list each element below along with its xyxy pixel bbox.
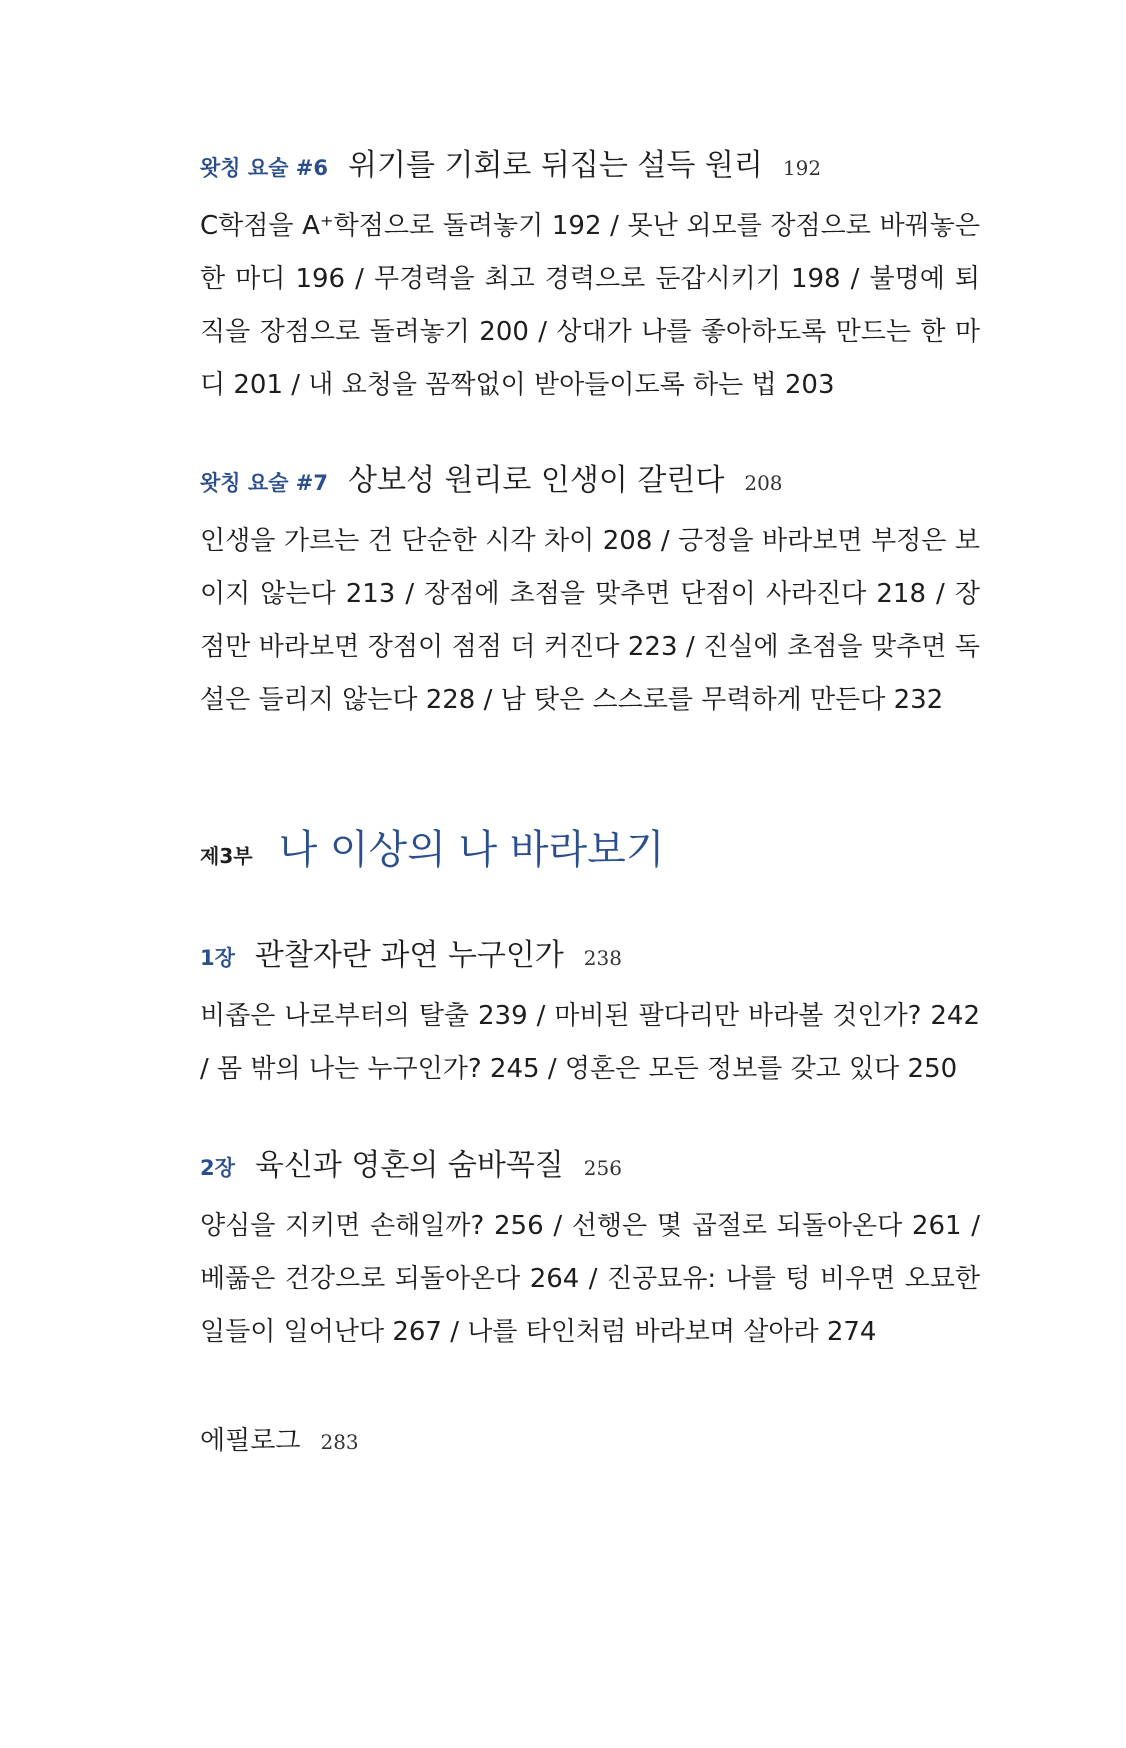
chapter-title: 육신과 영혼의 숨바꼭질: [254, 1148, 564, 1183]
toc-section-7: [200, 455, 980, 727]
toc-section-6: [200, 140, 980, 412]
section-heading: [200, 140, 980, 190]
toc-chapter-2: [200, 1140, 980, 1359]
part-label: 제3부: [200, 844, 253, 868]
part-heading: [200, 818, 664, 878]
chapter-page-number: 256: [583, 1156, 622, 1180]
toc-chapter-1: [200, 930, 980, 1096]
section-contents: C학점을 A⁺학점으로 돌려놓기 192 / 못난 외모를 장점으로 바꿔놓은 한 마디 196 / 무경력을 최고 경력으로 둔갑시키기 198 / 불명예 퇴직을 장점으로 돌려놓기 200 / 상대가 나를 좋아하도록 만드는 한 마디 201 / 내 요청을 꼼짝없이 받아들이도록 하는 법 203: [200, 211, 980, 400]
epilogue-entry: [200, 1420, 359, 1457]
chapter-label: 1장: [200, 946, 235, 970]
chapter-label: 2장: [200, 1156, 235, 1180]
chapter-contents: 양심을 지키면 손해일까? 256 / 선행은 몇 곱절로 되돌아온다 261 / 베풂은 건강으로 되돌아온다 264 / 진공묘유: 나를 텅 비우면 오묘한 일들이 일어난다 267 / 나를 타인처럼 바라보며 살아라 274: [200, 1211, 980, 1347]
section-contents: 인생을 가르는 건 단순한 시각 차이 208 / 긍정을 바라보면 부정은 보이지 않는다 213 / 장점에 초점을 맞추면 단점이 사라진다 218 / 장점만 바라보면 장점이 점점 더 커진다 223 / 진실에 초점을 맞추면 독설은 들리지 않는다 228 / 남 탓은 스스로를 무력하게 만든다 232: [200, 526, 980, 715]
section-title: 위기를 기회로 뒤집는 설득 원리: [347, 148, 763, 183]
section-page-number: 208: [744, 471, 783, 495]
chapter-contents: 비좁은 나로부터의 탈출 239 / 마비된 팔다리만 바라볼 것인가? 242 / 몸 밖의 나는 누구인가? 245 / 영혼은 모든 정보를 갖고 있다 250: [200, 1001, 980, 1084]
epilogue-title: 에필로그: [200, 1426, 301, 1456]
chapter-title: 관찰자란 과연 누구인가: [254, 938, 564, 973]
chapter-heading: [200, 1140, 980, 1190]
chapter-page-number: 238: [583, 946, 622, 970]
section-page-number: 192: [782, 156, 822, 180]
chapter-heading: [200, 930, 980, 980]
section-label: 왓칭 요술 #7: [200, 471, 328, 495]
section-title: 상보성 원리로 인생이 갈린다: [347, 463, 725, 498]
section-label: 왓칭 요술 #6: [200, 156, 328, 180]
section-heading: [200, 455, 980, 505]
epilogue-page-number: 283: [320, 1430, 359, 1454]
part-title: 나 이상의 나 바라보기: [278, 827, 665, 873]
